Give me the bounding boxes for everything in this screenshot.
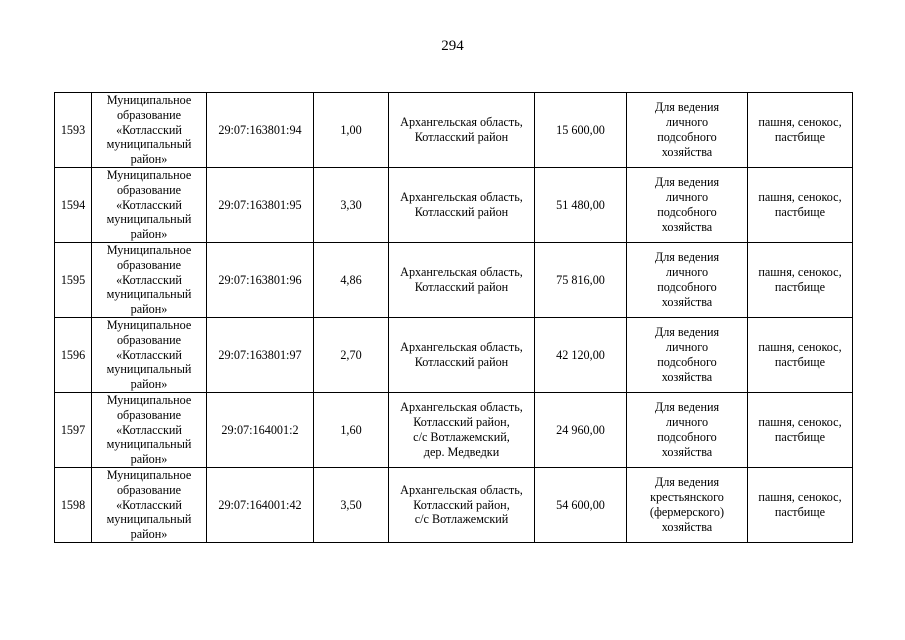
record-number: 1597 <box>55 392 92 467</box>
area-cell: 1,60 <box>314 392 389 467</box>
value-cell: 54 600,00 <box>535 467 627 542</box>
land-use-cell: пашня, сенокос, пастбище <box>748 242 853 317</box>
purpose-cell: Для ведения личного подсобного хозяйства <box>627 317 748 392</box>
cadastral-number: 29:07:163801:97 <box>207 317 314 392</box>
land-use-cell: пашня, сенокос, пастбище <box>748 93 853 168</box>
area-cell: 1,00 <box>314 93 389 168</box>
record-number: 1594 <box>55 167 92 242</box>
cadastral-number: 29:07:163801:94 <box>207 93 314 168</box>
cadastral-number: 29:07:163801:96 <box>207 242 314 317</box>
area-cell: 4,86 <box>314 242 389 317</box>
value-cell: 42 120,00 <box>535 317 627 392</box>
purpose-cell: Для ведения личного подсобного хозяйства <box>627 167 748 242</box>
land-registry-table <box>54 92 853 543</box>
cadastral-number: 29:07:164001:2 <box>207 392 314 467</box>
table-row <box>55 317 853 392</box>
value-cell: 51 480,00 <box>535 167 627 242</box>
location-cell: Архангельская область, Котласский район, с/с Вотлажемский <box>389 467 535 542</box>
purpose-cell: Для ведения крестьянского (фермерского) хозяйства <box>627 467 748 542</box>
purpose-cell: Для ведения личного подсобного хозяйства <box>627 93 748 168</box>
owner-cell: Муниципальное образование «Котласский муниципальный район» <box>92 467 207 542</box>
owner-cell: Муниципальное образование «Котласский муниципальный район» <box>92 242 207 317</box>
location-cell: Архангельская область, Котласский район <box>389 242 535 317</box>
cadastral-number: 29:07:164001:42 <box>207 467 314 542</box>
location-cell: Архангельская область, Котласский район <box>389 167 535 242</box>
land-use-cell: пашня, сенокос, пастбище <box>748 167 853 242</box>
land-use-cell: пашня, сенокос, пастбище <box>748 392 853 467</box>
table-row <box>55 167 853 242</box>
record-number: 1595 <box>55 242 92 317</box>
owner-cell: Муниципальное образование «Котласский муниципальный район» <box>92 93 207 168</box>
record-number: 1598 <box>55 467 92 542</box>
location-cell: Архангельская область, Котласский район <box>389 93 535 168</box>
table-row <box>55 467 853 542</box>
value-cell: 75 816,00 <box>535 242 627 317</box>
purpose-cell: Для ведения личного подсобного хозяйства <box>627 242 748 317</box>
land-use-cell: пашня, сенокос, пастбище <box>748 317 853 392</box>
area-cell: 3,50 <box>314 467 389 542</box>
cadastral-number: 29:07:163801:95 <box>207 167 314 242</box>
location-cell: Архангельская область, Котласский район <box>389 317 535 392</box>
location-cell: Архангельская область, Котласский район, с/с Вотлажемский, дер. Медведки <box>389 392 535 467</box>
area-cell: 2,70 <box>314 317 389 392</box>
purpose-cell: Для ведения личного подсобного хозяйства <box>627 392 748 467</box>
value-cell: 24 960,00 <box>535 392 627 467</box>
page-number: 294 <box>441 38 464 54</box>
land-use-cell: пашня, сенокос, пастбище <box>748 467 853 542</box>
table-row <box>55 242 853 317</box>
table-row <box>55 93 853 168</box>
owner-cell: Муниципальное образование «Котласский муниципальный район» <box>92 317 207 392</box>
value-cell: 15 600,00 <box>535 93 627 168</box>
table-row <box>55 392 853 467</box>
record-number: 1593 <box>55 93 92 168</box>
area-cell: 3,30 <box>314 167 389 242</box>
record-number: 1596 <box>55 317 92 392</box>
owner-cell: Муниципальное образование «Котласский муниципальный район» <box>92 392 207 467</box>
owner-cell: Муниципальное образование «Котласский муниципальный район» <box>92 167 207 242</box>
